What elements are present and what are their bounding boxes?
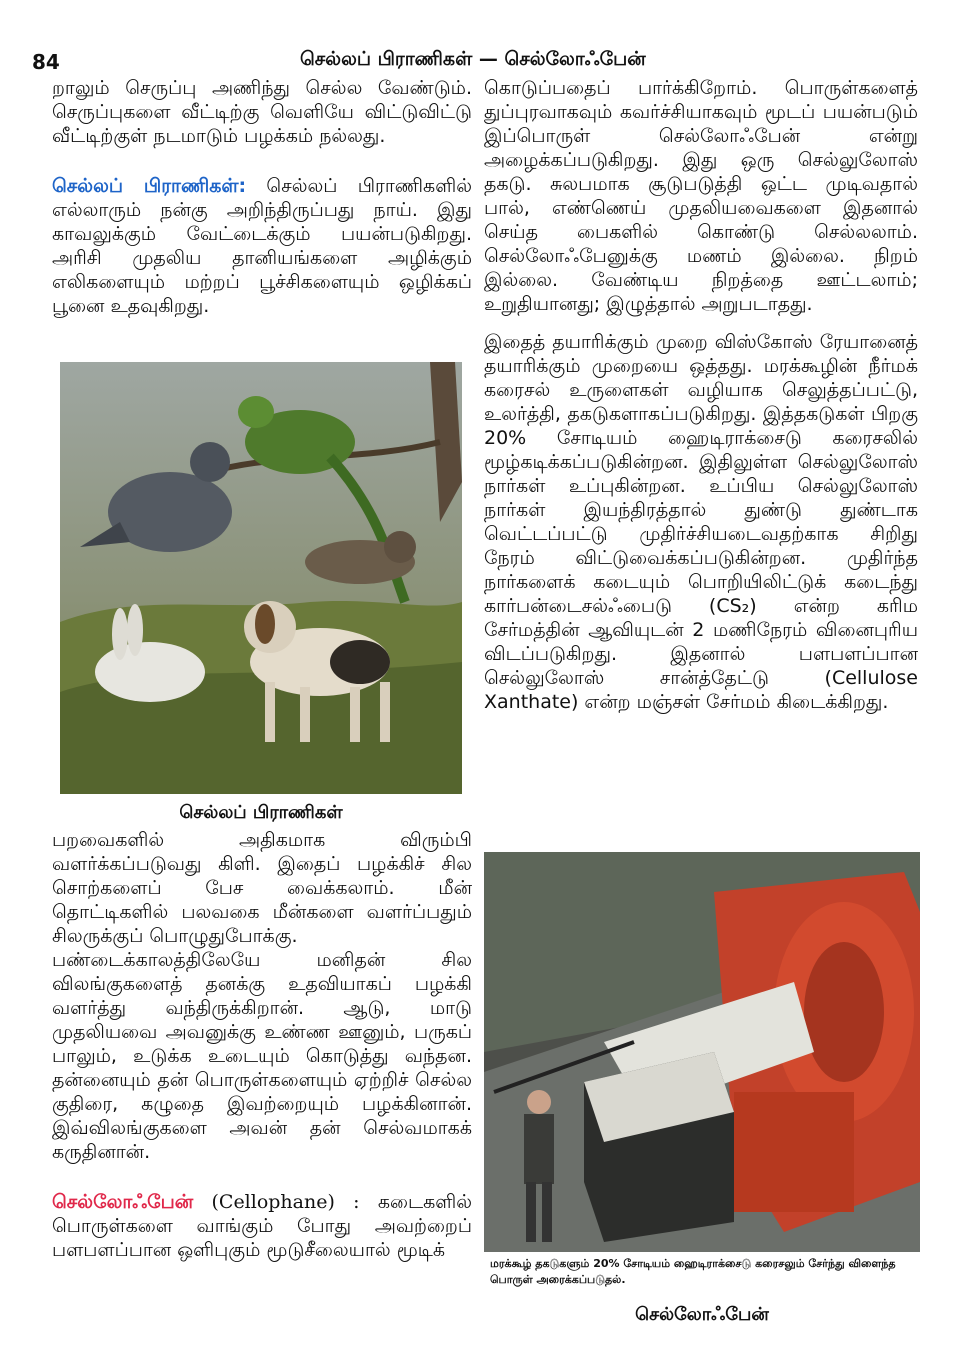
paragraph-cellophane-process: இதைத் தயாரிக்கும் முறை விஸ்கோஸ் ரேயானைத் தயாரிக்கும் முறையை ஒத்தது. மரக்கூழின் நீர்மக் கரைசல் உருளைகள் வழியாக செலுத்தப்பட்டு, உலர்த்தி, தகடுகளாகப்படுகிறது. இத்தகடுகள் பிறகு 20% சோடியம் ஹைடிராக்சைடு கரைசலில் மூழ்கடிக்கப்படுகின்றன. இதிலுள்ள செல்லுலோஸ் நார்கள் உப்புகின்றன. உப்பிய செல்லுலோஸ் நார்கள் இயந்திரத்தால் துண்டு துண்டாக வெட்டப்பட்டு முதிர்ச்சியடைவதற்காக சிறிது நேரம் விட்டுவைக்கப்படுகின்றன. முதிர்ந்த நார்களைக் கடையும் பொறியிலிட்டுக் கடைந்து கார்பன்டைசல்ஃபைடு (CS₂) என்ற கரிம சேர்மத்தின் ஆவியுடன் 2 மணிநேரம் வினைபுரிய விடப்படுகிறது. இதனால் பளபளப்பான செல்லுலோஸ் சான்த்தேட்டு (Cellulose Xanthate) என்ற மஞ்சள் சேர்மம் கிடைக்கிறது. xyxy=(484,331,918,713)
left-column-top xyxy=(52,76,472,318)
paragraph-slippers: றாலும் செருப்பு அணிந்து செல்ல வேண்டும். செருப்புகளை வீட்டிற்கு வெளியே விட்டுவிட்டு வீட்டிற்குள் நடமாடும் பழக்கம் நல்லது. xyxy=(52,77,472,147)
heading-cellophane-english: (Cellophane) : xyxy=(193,1191,360,1213)
pets-illustration xyxy=(60,362,462,794)
heading-cellophane: செல்லோஃபேன் xyxy=(52,1191,194,1213)
cellophane-body: கடைகளில் பொருள்களை வாங்கும் போது அவற்றைப் பளபளப்பான ஒளிபுகும் மூடுசீலையால் மூடிக் xyxy=(52,1191,473,1261)
pets-body: செல்லப் பிராணிகளில் எல்லாரும் நன்கு அறிந்திருப்பது நாய். இது காவலுக்கும் வேட்டைக்கும் பயன்படுகிறது. அரிசி முதலிய தானியங்களை அழிக்கும் எலிகளையும் மற்றப் பூச்சிகளையும் ஒழிக்கப் பூனை உதவுகிறது. xyxy=(52,175,472,317)
paragraph-cellophane-properties: கொடுப்பதைப் பார்க்கிறோம். பொருள்களைத் துப்புரவாகவும் கவர்ச்சியாகவும் மூடப் பயன்படும் இப்பொருள் செல்லோஃபேன் என்று அழைக்கப்படுகிறது. இது ஒரு செல்லுலோஸ் தகடு. சுலபமாக சூடுபடுத்தி ஒட்ட முடிவதால் பால், எண்ணெய் முதலியவைகளை இதனால் செய்த பைகளில் கொண்டு செல்லலாம். செல்லோஃபேனுக்கு மணம் இல்லை. நிறம் இல்லை. வேண்டிய நிறத்தை ஊட்டலாம்; உறுதியானது; இழுத்தால் அறுபடாதது. xyxy=(484,77,918,315)
paragraph-ancient: பண்டைக்காலத்திலேயே மனிதன் சில விலங்குகளைத் தனக்கு உதவியாகப் பழக்கி வளர்த்து வந்திருக்கிறான். ஆடு, மாடு முதலியவை அவனுக்கு உண்ண ஊனும், பருகப் பாலும், உடுக்க உடையும் கொடுத்து வந்தன. தன்னையும் தன் பொருள்களையும் ஏற்றிச் செல்ல குதிரை, கழுதை இவற்றையும் பழக்கினான். இவ்விலங்குகளை அவன் தன் செல்வமாகக் கருதினான். xyxy=(52,949,472,1163)
pets-figure-caption: செல்லப் பிராணிகள் xyxy=(179,802,343,823)
heading-pets: செல்லப் பிராணிகள்: xyxy=(52,175,247,197)
machine-figure-note: மரக்கூழ் தகடுகளும் 20% சோடியம் ஹைடிராக்சைடு கரைசலும் சேர்ந்து விளைந்த பொருள் அரைக்கப்படுதல். xyxy=(490,1257,896,1286)
running-title: செல்லப் பிராணிகள் — செல்லோஃபேன் xyxy=(300,48,646,70)
paragraph-birds: பறவைகளில் அதிகமாக விரும்பி வளர்க்கப்படுவது கிளி. இதைப் பழக்கிச் சில சொற்களைப் பேச வைக்கலாம். மீன் தொட்டிகளில் பலவகை மீன்களை வளர்ப்பதும் சிலருக்குப் பொழுதுபோக்கு. xyxy=(52,829,472,947)
page-number: 84 xyxy=(32,50,60,74)
paragraph-pets xyxy=(52,174,472,318)
machine-figure-caption: செல்லோஃபேன் xyxy=(635,1304,769,1325)
cellophane-machine-illustration xyxy=(484,852,920,1252)
paragraph-cellophane xyxy=(52,1190,472,1262)
left-column-bottom xyxy=(52,828,472,1262)
right-column xyxy=(484,76,918,714)
